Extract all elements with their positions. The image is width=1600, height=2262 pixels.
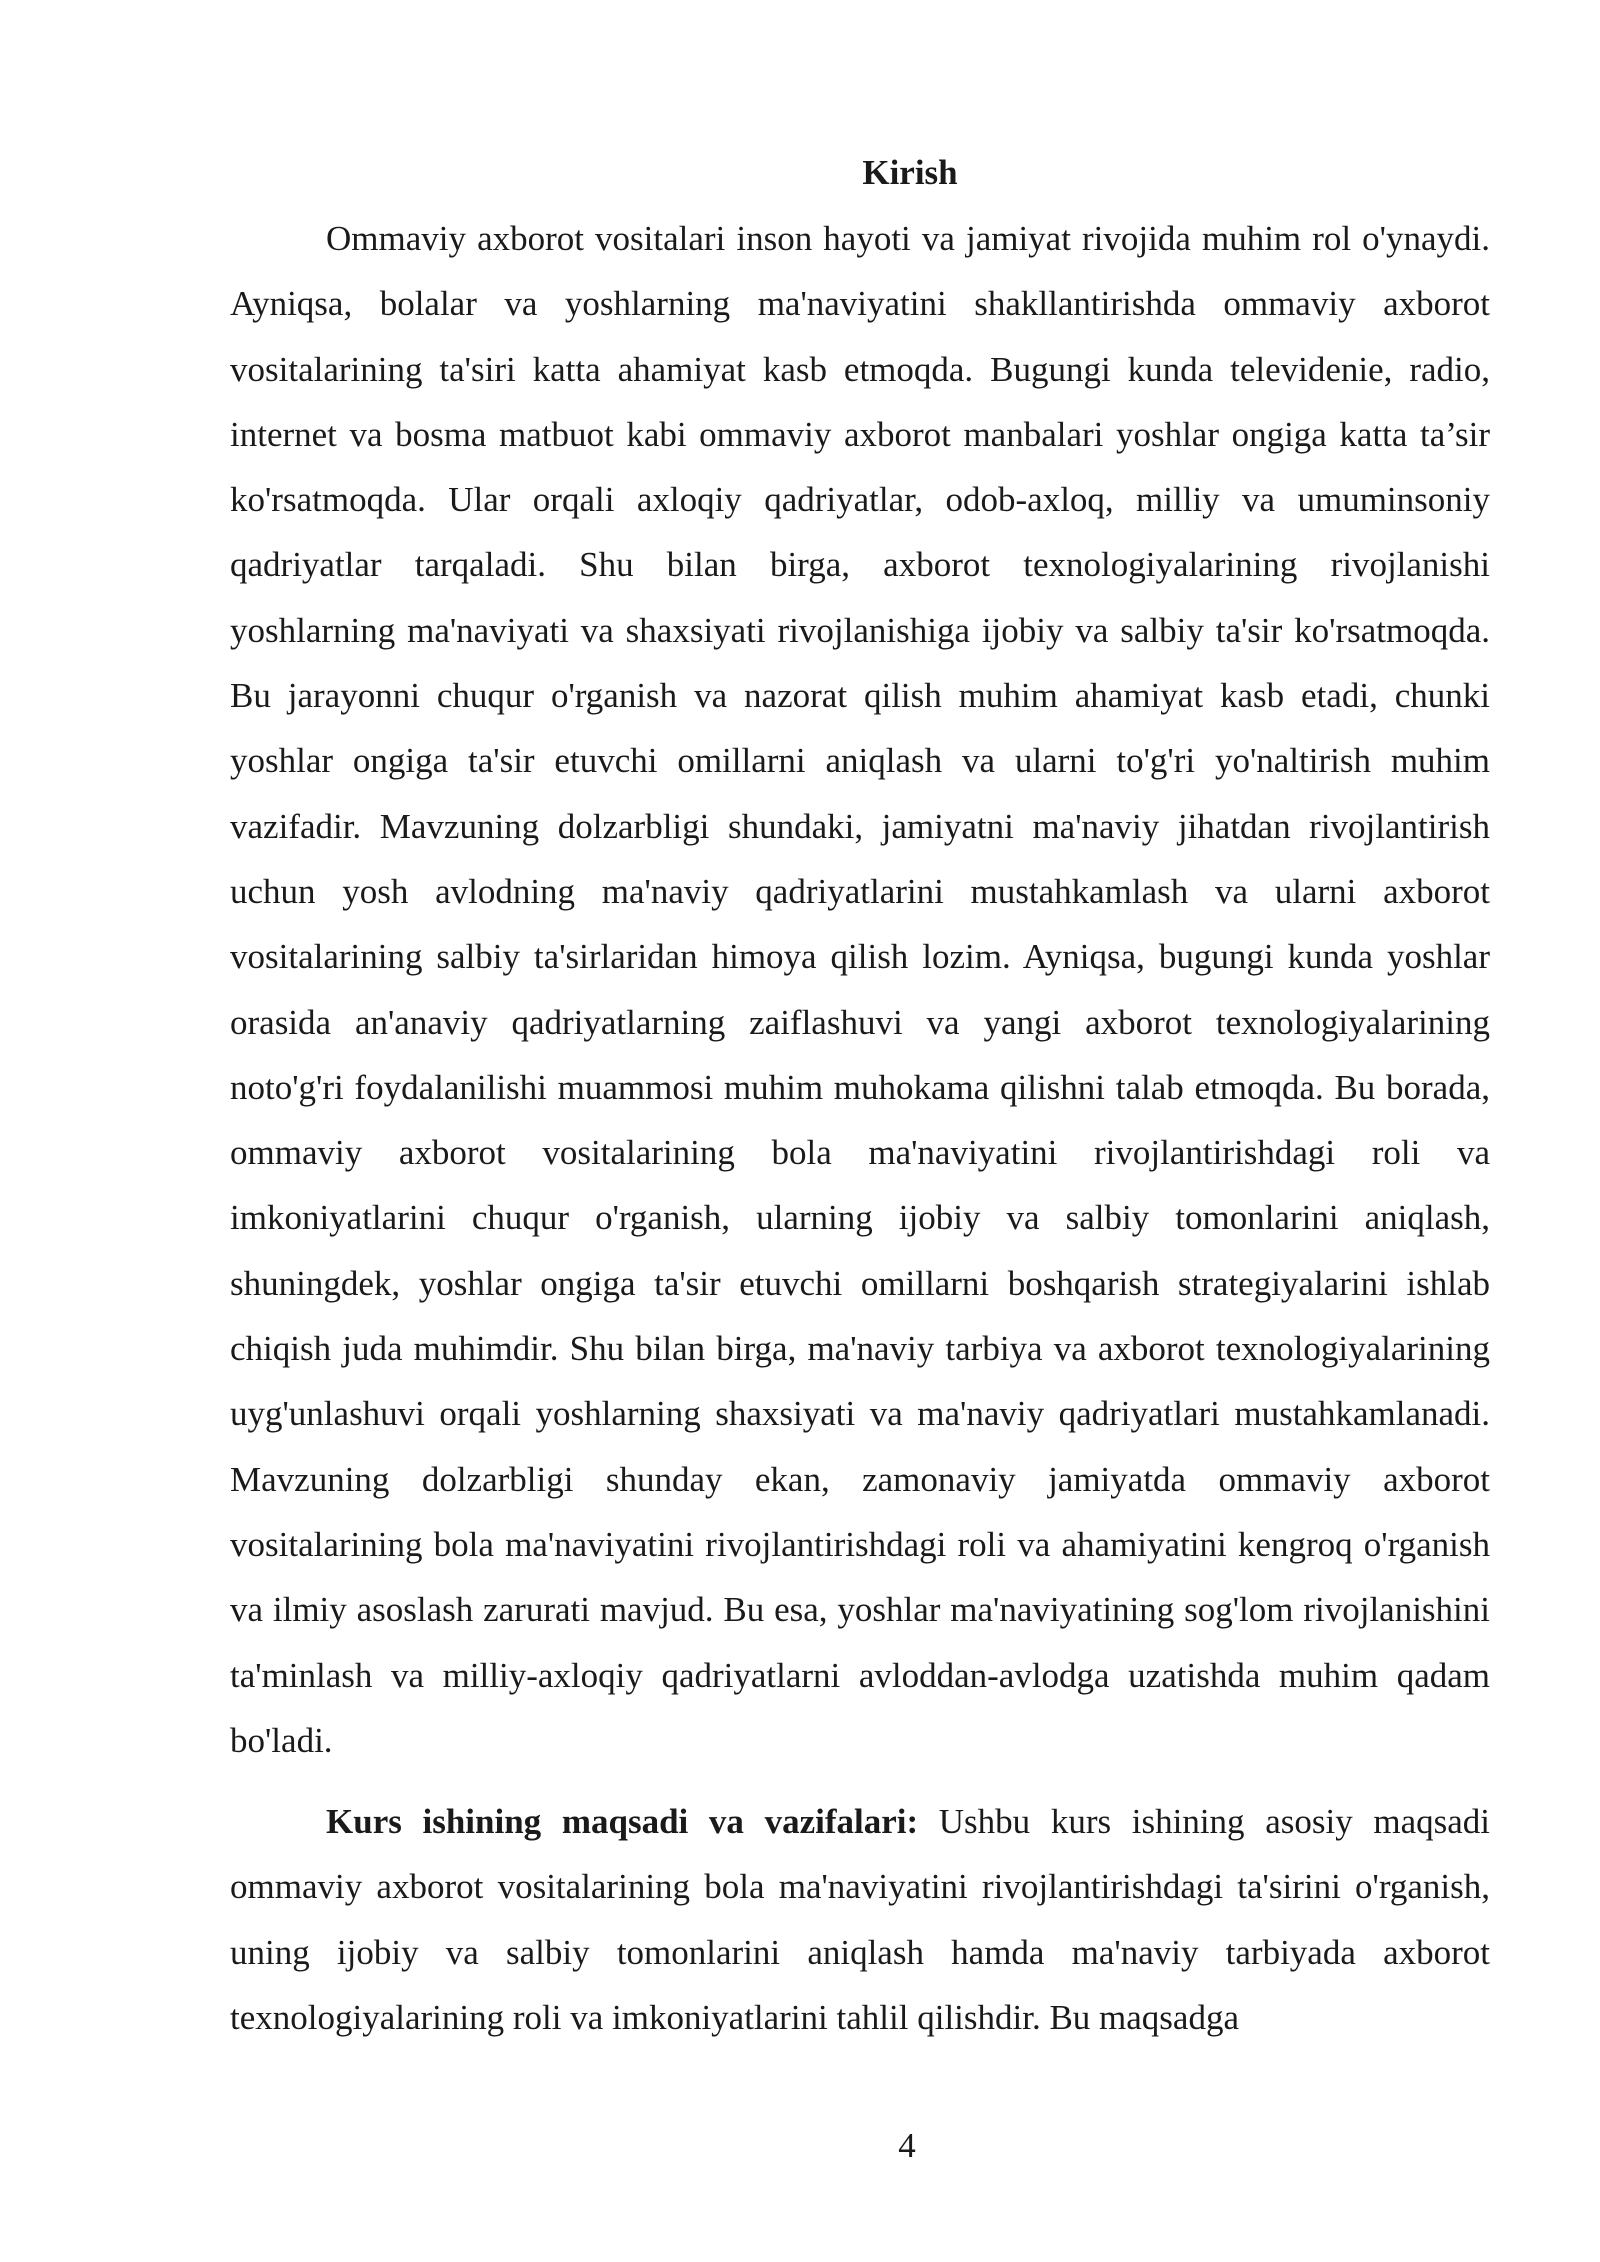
goals-body: Ushbu kurs ishining asosiy maqsadi ommaviy axborot vositalarining bola ma'naviyatini rivojlantirishdagi ta'sirini o'rganish, uning ijobiy va salbiy tomonlarini aniqlash hamda ma'naviy tarbiyada axborot texnologiyalarining roli va imkoniyatlarini tahlil qilishdir. Bu maqsadga [230, 1802, 1490, 2038]
document-page [230, 140, 1490, 2050]
goals-lead: Kurs ishining maqsadi va vazifalari: [326, 1802, 919, 1842]
intro-paragraph: Ommaviy axborot vositalari inson hayoti va jamiyat rivojida muhim rol o'ynaydi. Ayniqsa, bolalar va yoshlarning ma'naviyatini shakllantirishda ommaviy axborot vositalarining ta'siri katta ahamiyat kasb etmoqda. Bugungi kunda televidenie, radio, internet va bosma matbuot kabi ommaviy axborot manbalari yoshlar ongiga katta ta’sir ko'rsatmoqda. Ular orqali axloqiy qadriyatlar, odob-axloq, milliy va umuminsoniy qadriyatlar tarqaladi. Shu bilan birga, axborot texnologiyalarining rivojlanishi yoshlarning ma'naviyati va shaxsiyati rivojlanishiga ijobiy va salbiy ta'sir ko'rsatmoqda. Bu jarayonni chuqur o'rganish va nazorat qilish muhim ahamiyat kasb etadi, chunki yoshlar ongiga ta'sir etuvchi omillarni aniqlash va ularni to'g'ri yo'naltirish muhim vazifadir. Mavzuning dolzarbligi shundaki, jamiyatni ma'naviy jihatdan rivojlantirish uchun yosh avlodning ma'naviy qadriyatlarini mustahkamlash va ularni axborot vositalarining salbiy ta'sirlaridan himoya qilish lozim. Ayniqsa, bugungi kunda yoshlar orasida an'anaviy qadriyatlarning zaiflashuvi va yangi axborot texnologiyalarining noto'g'ri foydalanilishi muammosi muhim muhokama qilishni talab etmoqda. Bu borada, ommaviy axborot vositalarining bola ma'naviyatini rivojlantirishdagi roli va imkoniyatlarini chuqur o'rganish, ularning ijobiy va salbiy tomonlarini aniqlash, shuningdek, yoshlar ongiga ta'sir etuvchi omillarni boshqarish strategiyalarini ishlab chiqish juda muhimdir. Shu bilan birga, ma'naviy tarbiya va axborot texnologiyalarining uyg'unlashuvi orqali yoshlarning shaxsiyati va ma'naviy qadriyatlari mustahkamlanadi. Mavzuning dolzarbligi shunday ekan, zamonaviy jamiyatda ommaviy axborot vositalarining bola ma'naviyatini rivojlantirishdagi roli va ahamiyatini kengroq o'rganish va ilmiy asoslash zarurati mavjud. Bu esa, yoshlar ma'naviyatining sog'lom rivojlanishini ta'minlash va milliy-axloqiy qadriyatlarni avloddan-avlodga uzatishda muhim qadam bo'ladi. [230, 219, 1490, 1760]
section-heading: Kirish [862, 153, 958, 192]
page-number-text: 4 [898, 2126, 916, 2165]
goals-paragraph [230, 1789, 1490, 2050]
page-number [0, 2126, 1600, 2166]
